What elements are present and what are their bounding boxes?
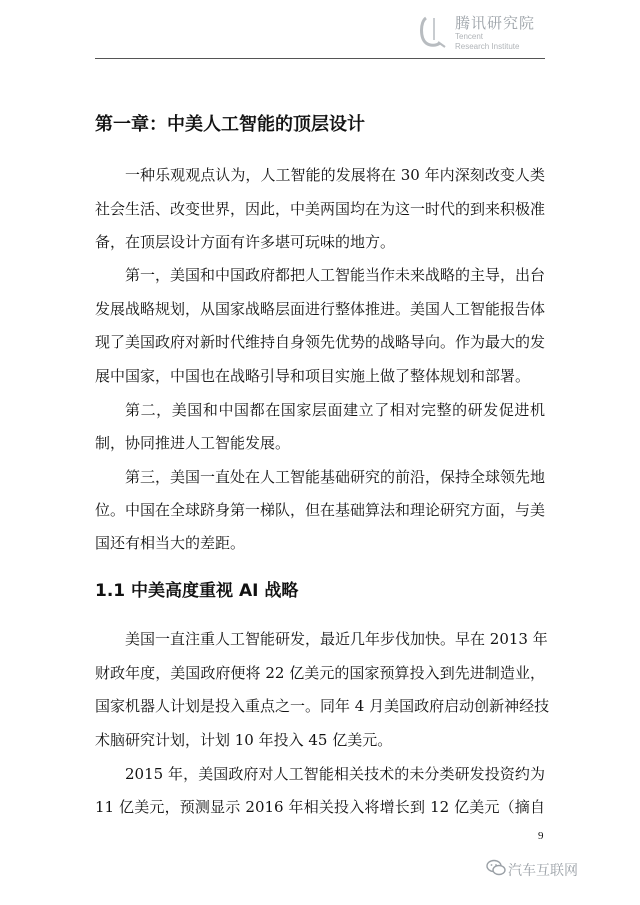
logo-subtitle-line1: Tencent [455, 32, 484, 41]
text-line: 制，协同推进人工智能发展。 [95, 434, 291, 452]
page-number: 9 [538, 830, 544, 842]
text-line: 展中国家，中国也在战略引导和项目实施上做了整体规划和部署。 [95, 367, 531, 385]
text-line: 第三，美国一直处在人工智能基础研究的前沿，保持全球领先地 [125, 468, 546, 486]
text-line: 位。中国在全球跻身第一梯队，但在基础算法和理论研究方面，与美 [95, 501, 546, 519]
text-line: 2015 年，美国政府对人工智能相关技术的未分类研发投资约为 [125, 765, 545, 783]
watermark-text: 汽车互联网 [508, 863, 578, 879]
text-line: 一种乐观观点认为，人工智能的发展将在 30 年内深刻改变人类 [125, 166, 545, 184]
wechat-icon [486, 859, 506, 877]
chapter-title: 第一章：中美人工智能的顶层设计 [95, 114, 365, 135]
text-line: 国家机器人计划是投入重点之一。同年 4 月美国政府启动创新神经技 [95, 697, 550, 715]
text-line: 第一，美国和中国政府都把人工智能当作未来战略的主导，出台 [125, 266, 546, 284]
text-line: 国还有相当大的差距。 [95, 534, 246, 552]
tencent-research-logo-icon [418, 14, 448, 48]
header-divider [95, 58, 545, 59]
text-line: 发展战略规划，从国家战略层面进行整体推进。美国人工智能报告体 [95, 300, 546, 318]
text-line: 备，在顶层设计方面有许多堪可玩味的地方。 [95, 233, 396, 251]
logo-subtitle-line2: Research Institute [455, 42, 520, 51]
logo-title: 腾讯研究院 [455, 14, 536, 32]
page-header [0, 0, 640, 60]
text-line: 现了美国政府对新时代维持自身领先优势的战略导向。作为最大的发 [95, 333, 546, 351]
text-line: 财政年度，美国政府便将 22 亿美元的国家预算投入到先进制造业， [95, 664, 545, 682]
text-line: 11 亿美元，预测显示 2016 年相关投入将增长到 12 亿美元（摘自 [95, 798, 545, 816]
text-line: 社会生活、改变世界，因此，中美两国均在为这一时代的到来积极准 [95, 200, 546, 218]
text-line: 第二，美国和中国都在国家层面建立了相对完整的研发促进机 [125, 401, 545, 419]
text-line: 美国一直注重人工智能研发，最近几年步伐加快。早在 2013 年 [125, 630, 548, 648]
section-title: 1.1 中美高度重视 AI 战略 [95, 581, 299, 601]
text-line: 术脑研究计划，计划 10 年投入 45 亿美元。 [95, 731, 393, 749]
